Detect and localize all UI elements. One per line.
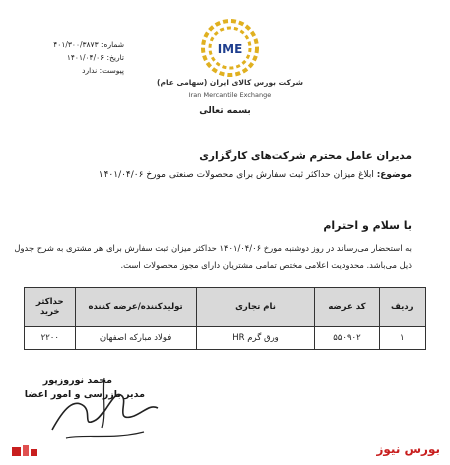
table-row	[25, 327, 426, 350]
greeting: با سلام و احترام	[323, 219, 412, 232]
letter-date: تاریخ: ۱۴۰۱/۰۴/۰۶	[66, 53, 124, 62]
header-trade-name: نام تجاری	[196, 288, 315, 327]
body-text: به استحضار می‌رساند در روز دوشنبه مورخ ۱۴۰۱/۰۴/۰۶ حداکثر میزان ثبت سفارش برای هر مشتری به شرح جدول ذیل می‌باشد. محدودیت اعلامی مختص تمامی مشتریان دارای مجوز محصولات است.	[14, 243, 412, 270]
news-mark-icon	[10, 443, 40, 459]
letter-meta	[14, 38, 124, 77]
cell-max-purchase: ۲۲۰۰	[25, 327, 76, 350]
header-producer: تولیدکننده/عرضه کننده	[75, 288, 196, 327]
company-name-fa: شرکت بورس کالای ایران (سهامی عام)	[157, 78, 303, 87]
cell-offer-code: ۵۵۰۹۰۲	[315, 327, 379, 350]
table-header-row	[25, 288, 426, 327]
signatory-name: محمد نوروزپور	[42, 375, 112, 386]
header-max-purchase: حداکثر خرید	[25, 288, 76, 327]
footer-brand: بورس نیوز	[376, 442, 440, 456]
cell-row-number: ۱	[379, 327, 425, 350]
cell-producer: فولاد مبارکه اصفهان	[75, 327, 196, 350]
subject-line	[12, 170, 412, 180]
letter-attachment: پیوست: ندارد	[82, 66, 124, 75]
company-name-en: Iran Mercantile Exchange	[188, 91, 272, 99]
svg-text:IME: IME	[217, 42, 243, 56]
cell-trade-name: ورق گرم HR	[196, 327, 315, 350]
header-row-number: ردیف	[379, 288, 425, 327]
header-offer-code: کد عرضه	[315, 288, 379, 327]
ime-logo	[190, 18, 270, 78]
signatory-title: مدیر بازرسی و امور اعضا	[24, 389, 145, 400]
letter-number: شماره: ۴۰۱/۳۰۰/۳۸۷۳	[53, 40, 124, 49]
bismillah: بسمه تعالی	[199, 106, 251, 116]
subject-label: موضوع:	[376, 170, 412, 180]
order-limit-table	[24, 287, 426, 350]
addressee: مدیران عامل محترم شرکت‌های کارگزاری	[199, 150, 412, 162]
subject-text: ابلاغ میزان حداکثر ثبت سفارش برای محصولات صنعتی مورخ ۱۴۰۱/۰۴/۰۶	[98, 170, 377, 180]
